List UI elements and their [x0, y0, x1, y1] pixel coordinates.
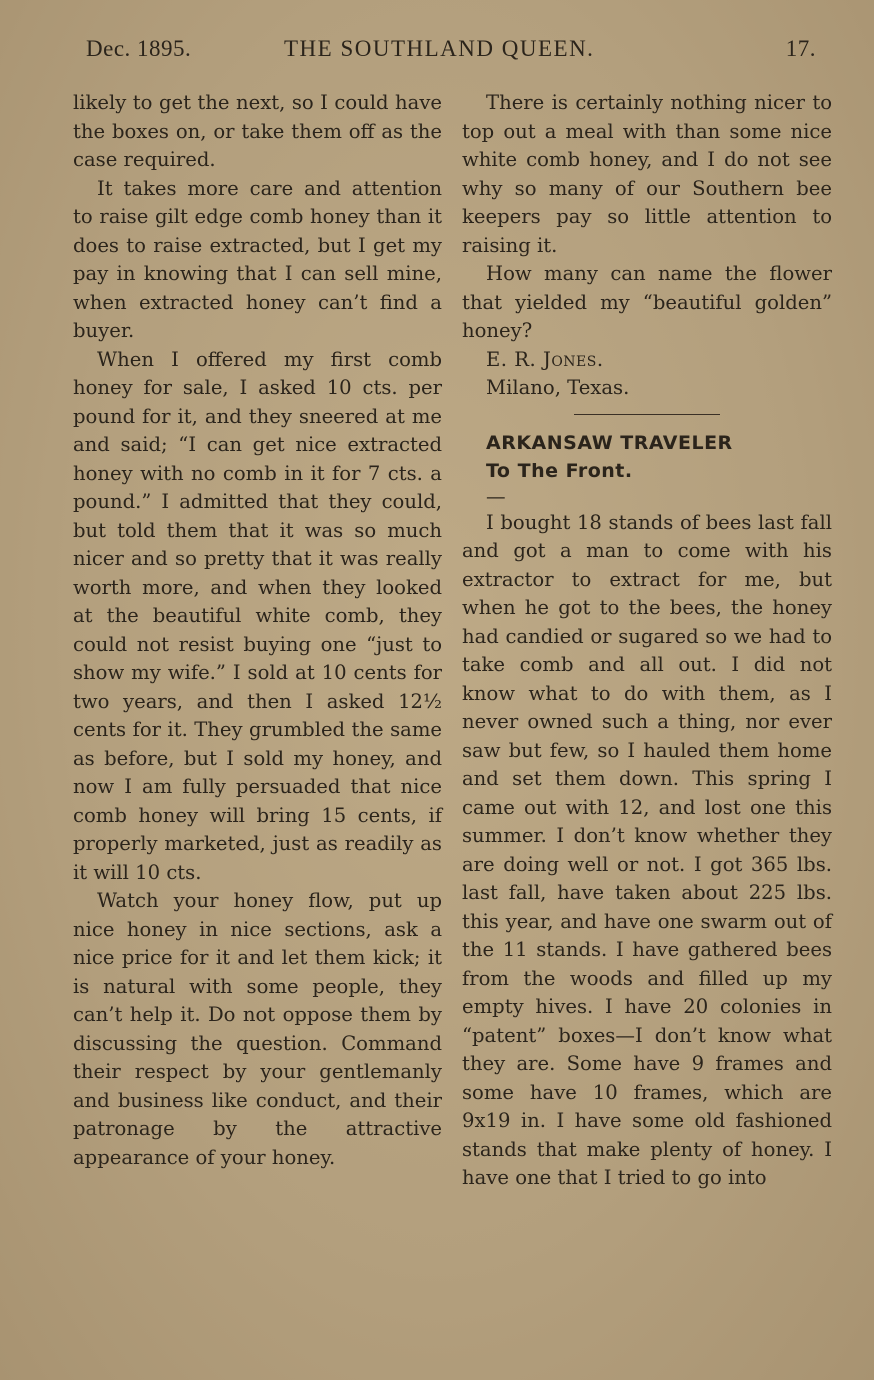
left-column	[73, 89, 442, 1172]
article-paragraph: When I offered my first comb honey for sale, I asked 10 cts. per pound for it, and they sneered at me and said; “I can get nice extracted honey with no comb in it for 7 cts. a pound.” I admitted that they could, but told them that it was so much nicer and so pretty that it was really worth more, and when they looked at the beautiful white comb, they could not resist buying one “just to show my wife.” I sold at 10 cents for two years, and then I asked 12½ cents for it. They grumbled the same as before, but I sold my honey, and now I am fully persuaded that nice comb honey will bring 15 cents, if properly marketed, just as readily as it will 10 cts.	[73, 347, 442, 884]
running-header	[86, 36, 834, 68]
article-paragraph: How many can name the flower that yielded my “beautiful golden” honey?	[462, 262, 832, 342]
article-subheading: To The Front.	[486, 459, 633, 482]
heading-dash: —	[486, 484, 506, 508]
publication-title: THE SOUTHLAND QUEEN.	[284, 36, 595, 61]
issue-date: Dec. 1895.	[86, 36, 192, 61]
article-paragraph: I bought 18 stands of bees last fall and got a man to come with his extractor to extract for me, but when he got to the bees, the honey had candied or sugared so we had to take comb and all out. I did not know what to do with them, as I never owned such a thing, nor ever saw but few, so I hauled them home and set them down. This spring I came out with 12, and lost one this summer. I don’t know whether they are doing well or not. I got 365 lbs. last fall, have taken about 225 lbs. this year, and have one swarm out of the 11 stands. I have gathered bees from the woods and filled up my empty hives. I have 20 colonies in “patent” boxes—I don’t know what they are. Some have 9 frames and some have 10 frames, which are 9x19 in. I have some old fashioned stands that make plenty of honey. I have one that I tried to go into	[462, 510, 832, 1189]
article-paragraph: There is certainly nothing nicer to top out a meal with than some nice white comb honey, and I do not see why so many of our Southern bee keepers pay so little attention to raising it.	[462, 91, 832, 257]
section-divider	[574, 414, 720, 415]
author-location: Milano, Texas.	[486, 376, 630, 399]
page-number: 17.	[785, 36, 816, 61]
author-signature: E. R. Jones.	[486, 347, 604, 371]
article-heading: ARKANSAW TRAVELER	[486, 431, 733, 454]
article-paragraph: likely to get the next, so I could have the boxes on, or take them off as the case required.	[73, 91, 442, 171]
article-paragraph: It takes more care and attention to raise gilt edge comb honey than it does to raise extracted, but I get my pay in knowing that I can sell mine, when extracted honey can’t find a buyer.	[73, 176, 442, 342]
article-paragraph: Watch your honey flow, put up nice honey in nice sections, ask a nice price for it and let them kick; it is natural with some people, they can’t help it. Do not oppose them by discussing the question. Command their respect by your gentlemanly and business like conduct, and their patronage by the attractive appearance of your honey.	[73, 889, 442, 1169]
right-column	[462, 89, 832, 1193]
